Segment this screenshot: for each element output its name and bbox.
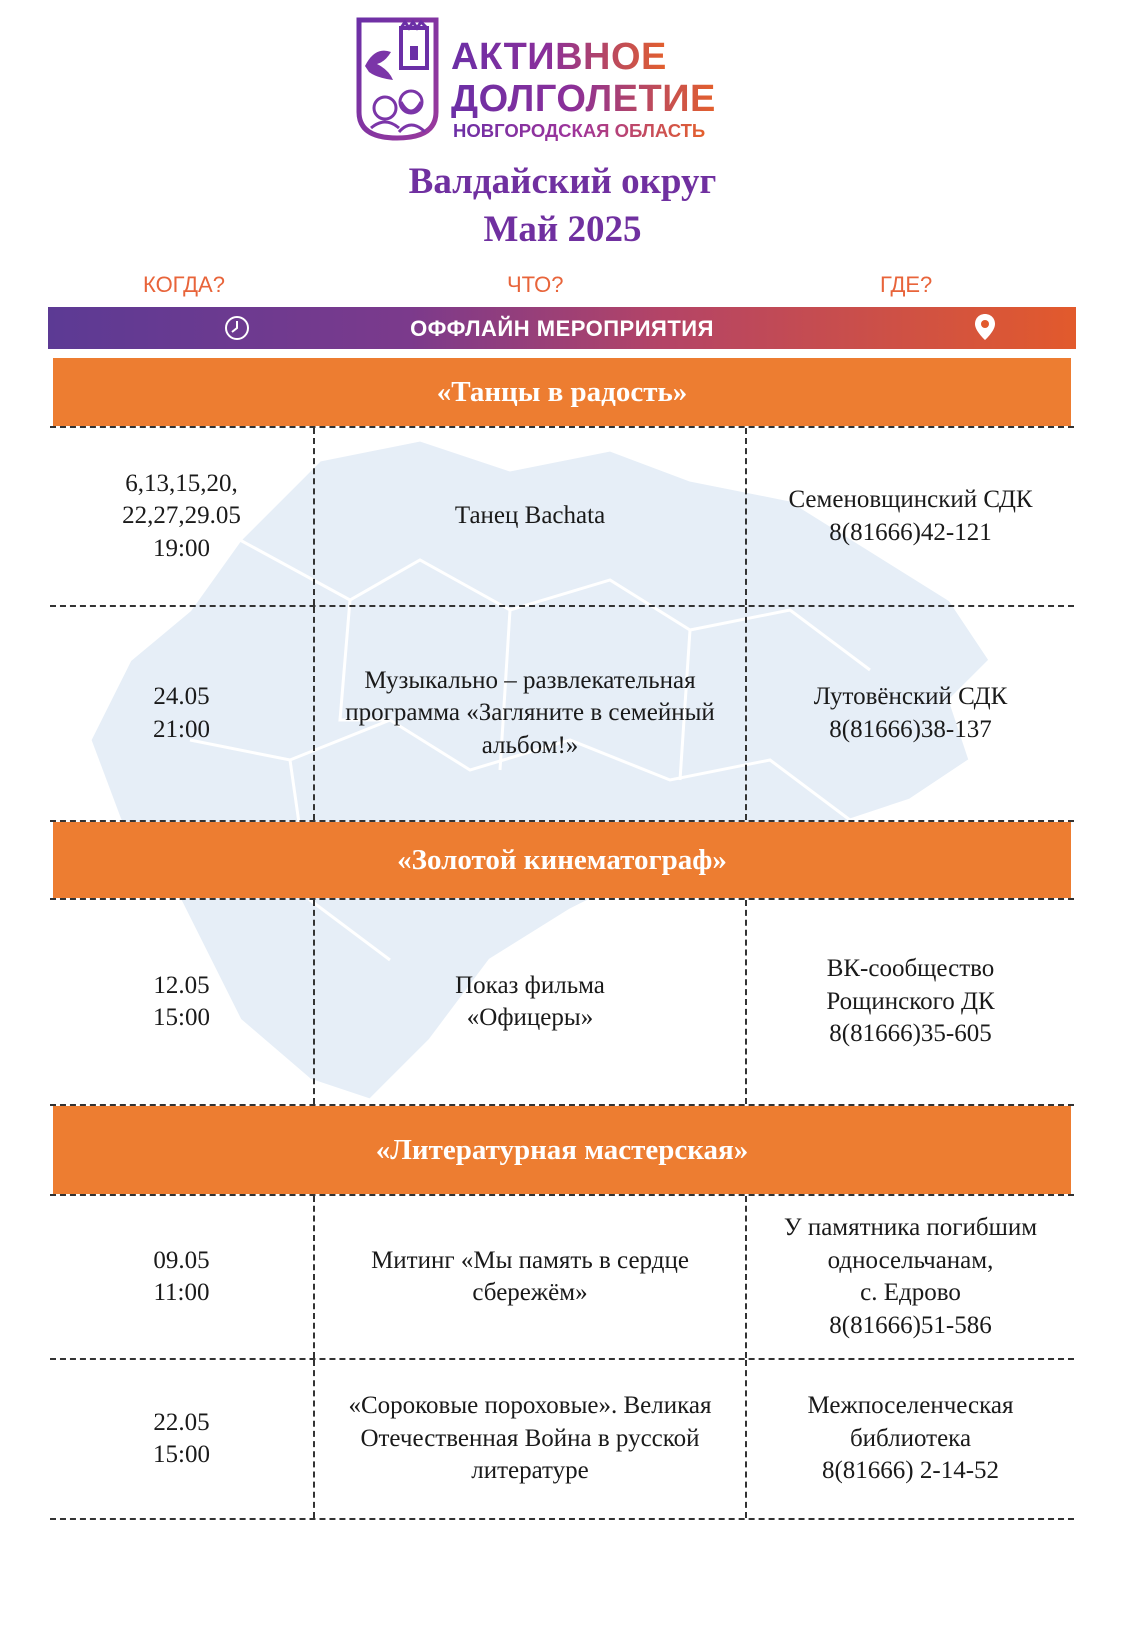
logo-subtitle: НОВГОРОДСКАЯ ОБЛАСТЬ bbox=[453, 120, 706, 141]
column-what: ЧТО? bbox=[507, 272, 564, 297]
column-when: КОГДА? bbox=[143, 272, 225, 297]
page-subtitle-month: Май 2025 bbox=[483, 209, 642, 250]
event-where: Межпоселенческая библиотека 8(81666) 2-14-52 bbox=[807, 1392, 1014, 1485]
event-where: Лутовёнский СДК 8(81666)38-137 bbox=[813, 683, 1008, 743]
section-heading: «Золотой кинематограф» bbox=[50, 822, 1074, 898]
event-what: Музыкально – развлекательная программа «Загляните в семейный альбом!» bbox=[315, 607, 747, 820]
event-when: 6,13,15,20, 22,27,29.05 19:00 bbox=[50, 428, 315, 605]
page-title: Валдайский округ bbox=[408, 161, 717, 202]
event-when: 09.05 11:00 bbox=[50, 1196, 315, 1358]
table-row bbox=[50, 1360, 1074, 1520]
table-row bbox=[50, 1194, 1074, 1360]
active-longevity-logo bbox=[355, 16, 775, 146]
table-row bbox=[50, 898, 1074, 1106]
section-heading: «Литературная мастерская» bbox=[50, 1106, 1074, 1194]
event-what: Митинг «Мы память в сердце сбережём» bbox=[315, 1196, 747, 1358]
banner-label: ОФФЛАЙН МЕРОПРИЯТИЯ bbox=[410, 316, 714, 341]
page-header bbox=[0, 0, 1125, 297]
logo-line1: АКТИВНОЕ bbox=[451, 36, 667, 78]
event-what: Показ фильма «Офицеры» bbox=[315, 900, 747, 1104]
event-when: 22.05 15:00 bbox=[50, 1360, 315, 1518]
event-when: 24.05 21:00 bbox=[50, 607, 315, 820]
event-when: 12.05 15:00 bbox=[50, 900, 315, 1104]
logo-emblem-icon bbox=[355, 16, 440, 142]
logo-line2: ДОЛГОЛЕТИЕ bbox=[451, 78, 716, 120]
table-row bbox=[50, 607, 1074, 822]
section-heading: «Танцы в радость» bbox=[50, 358, 1074, 426]
event-what: «Сороковые пороховые». Великая Отечественная Война в русской литературе bbox=[315, 1360, 747, 1518]
event-where: Семеновщинский СДК 8(81666)42-121 bbox=[788, 486, 1033, 546]
offline-events-banner bbox=[48, 307, 1076, 349]
event-where: У памятника погибшим односельчанам, с. Едрово 8(81666)51-586 bbox=[783, 1214, 1038, 1339]
event-where: ВК-сообщество Рощинского ДК 8(81666)35-605 bbox=[826, 955, 995, 1048]
event-what: Танец Bachata bbox=[315, 428, 747, 605]
column-where: ГДЕ? bbox=[880, 272, 933, 297]
schedule-table bbox=[50, 358, 1074, 1520]
table-row bbox=[50, 426, 1074, 607]
location-pin-icon bbox=[974, 313, 996, 341]
